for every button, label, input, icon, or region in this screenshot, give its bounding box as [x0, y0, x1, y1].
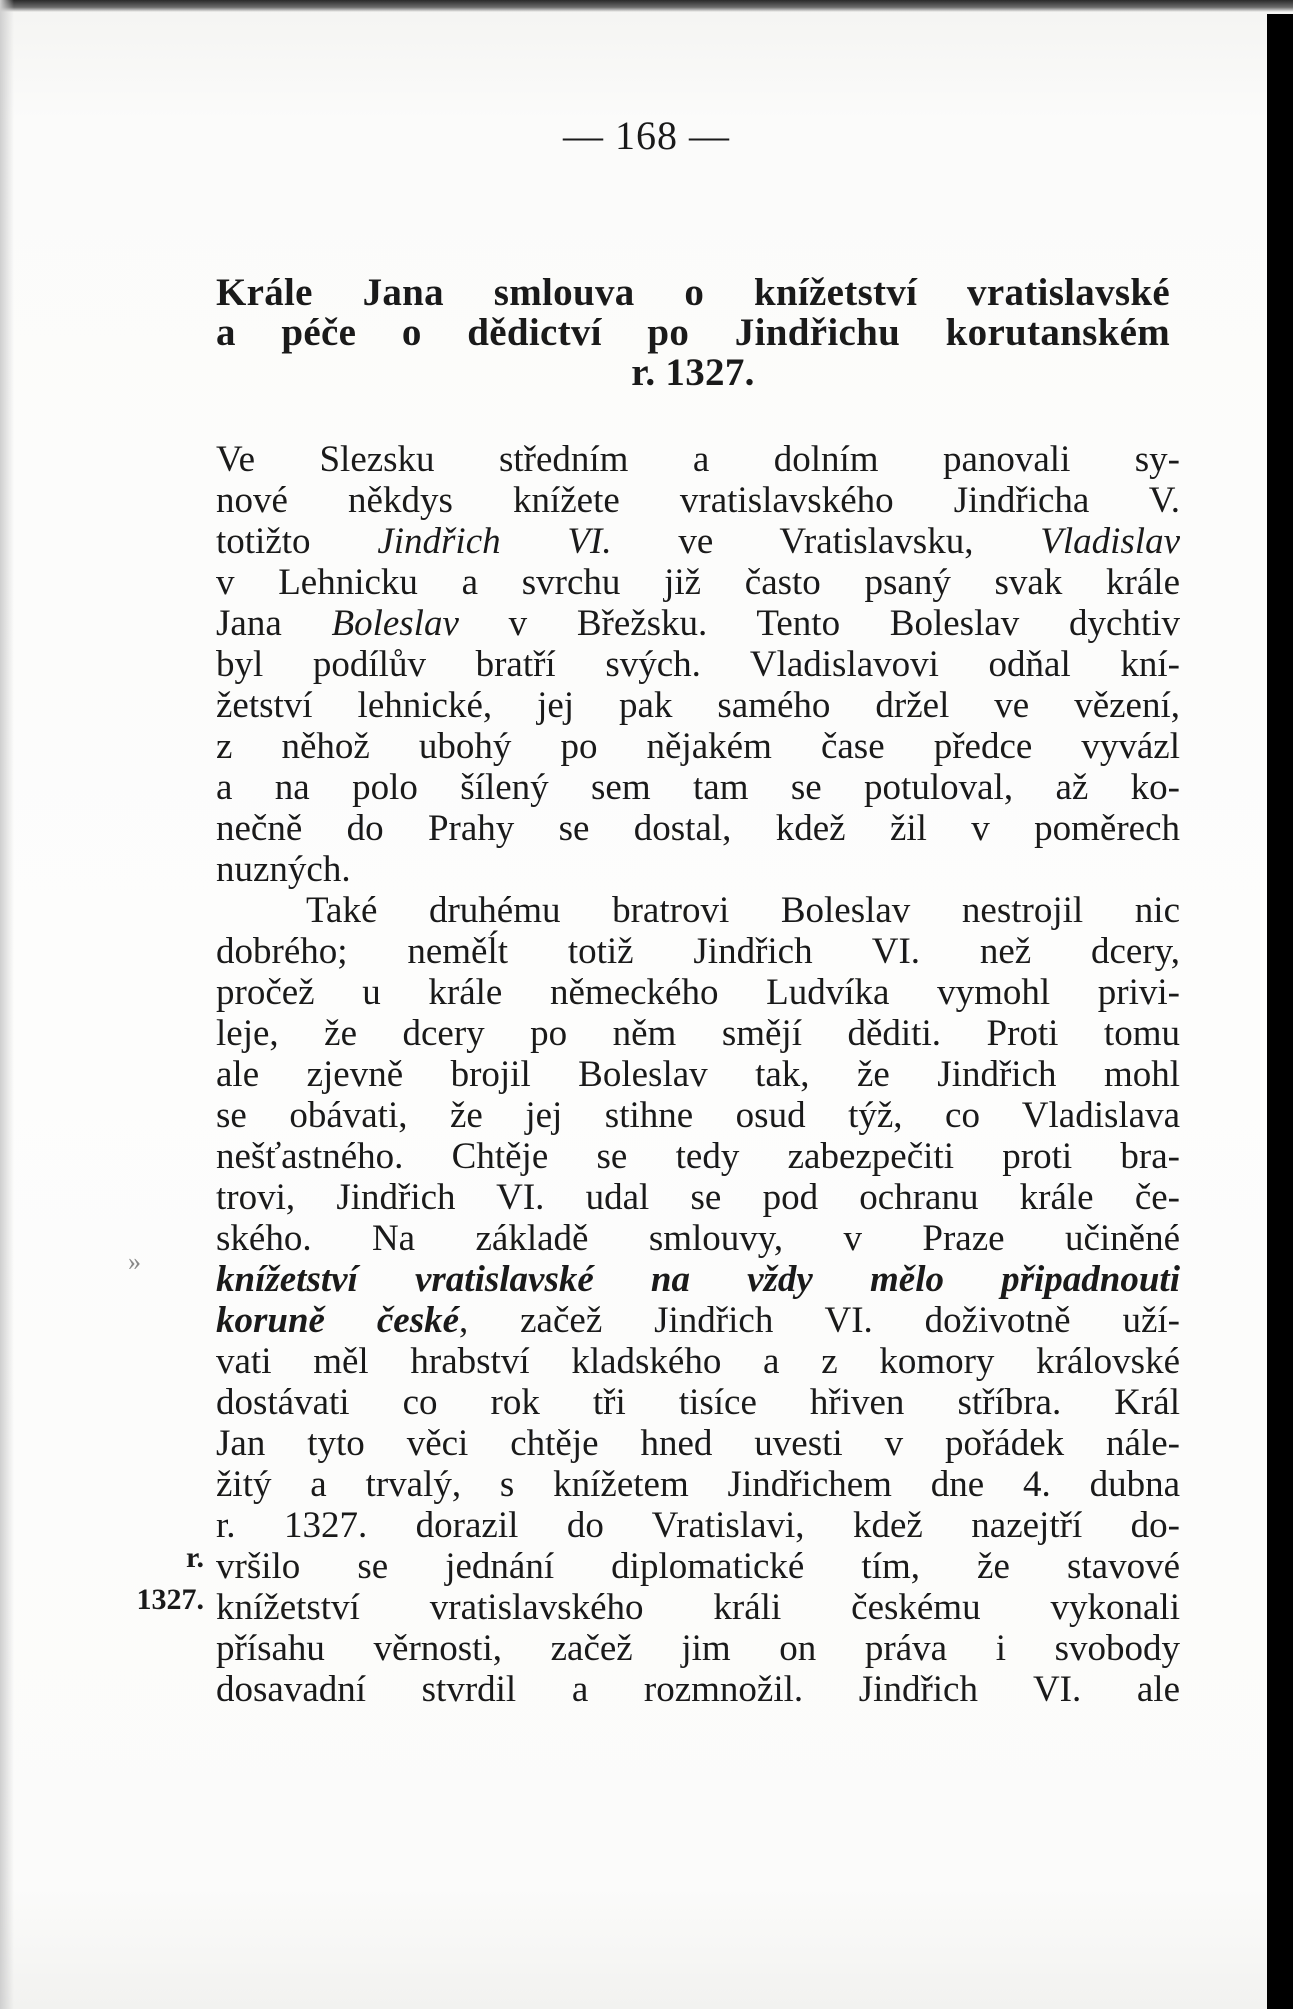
text-line: [216, 849, 1180, 890]
text-segment: vati měl hrabství kladského a z komory královské: [216, 1341, 1180, 1382]
title-line-1: Krále Jana smlouva o knížetství vratislavské: [216, 271, 1170, 314]
text-line: [216, 1423, 1180, 1464]
text-segment: dobrého; neměĺt totiž Jindřich VI. než dcery,: [216, 931, 1180, 972]
emphasized-phrase: koruně české: [216, 1300, 460, 1341]
text-line: [216, 1546, 1180, 1587]
scan-right-border: [1267, 14, 1293, 2009]
text-segment: ského. Na základě smlouvy, v Praze učiněné: [216, 1218, 1180, 1259]
body-text: [216, 439, 1180, 1710]
text-segment: leje, že dcery po něm smějí děditi. Proti tomu: [216, 1013, 1180, 1054]
emphasized-name: Jindřich VI.: [377, 521, 612, 562]
text-segment: ale zjevně brojil Boleslav tak, že Jindřich mohl: [216, 1054, 1180, 1095]
text-line: [216, 1095, 1180, 1136]
text-line: [216, 1300, 1180, 1341]
text-line: [216, 890, 1180, 931]
text-segment: žetství lehnické, jej pak samého držel ve vězení,: [216, 685, 1180, 726]
text-line: [216, 1464, 1180, 1505]
text-line: [216, 726, 1180, 767]
text-segment: přísahu věrnosti, začež jim on práva i svobody: [216, 1628, 1180, 1669]
text-line: [216, 603, 1180, 644]
text-line: [216, 1054, 1180, 1095]
text-segment: v Lehnicku a svrchu již často psaný svak krále: [216, 562, 1180, 603]
emphasized-phrase: knížetství vratislavské na vždy mělo připadnouti: [216, 1259, 1180, 1300]
scan-left-shadow: [0, 0, 14, 2009]
text-segment: z něhož ubohý po nějakém čase předce vyvázl: [216, 726, 1180, 767]
text-segment: totižto: [216, 521, 378, 562]
text-line: [216, 480, 1180, 521]
text-segment: Ve Slezsku středním a dolním panovali sy-: [216, 439, 1180, 480]
title-line-2: a péče o dědictví po Jindřichu korutanském: [216, 311, 1170, 354]
text-line: [216, 1382, 1180, 1423]
text-segment: a na polo šílený sem tam se potuloval, až ko-: [216, 767, 1180, 808]
text-segment: ve Vratislavsku,: [611, 521, 1041, 562]
text-line: [216, 808, 1180, 849]
text-line: [216, 972, 1180, 1013]
text-line: [216, 1218, 1180, 1259]
text-line: [216, 1259, 1180, 1300]
text-segment: , začež Jindřich VI. doživotně uží-: [459, 1300, 1180, 1341]
text-segment: nové někdys knížete vratislavského Jindřicha V.: [216, 480, 1180, 521]
text-line: [216, 521, 1180, 562]
text-segment: trovi, Jindřich VI. udal se pod ochranu krále če-: [216, 1177, 1180, 1218]
text-segment: dosavadní stvrdil a rozmnožil. Jindřich VI. ale: [216, 1669, 1180, 1710]
text-line: [216, 1587, 1180, 1628]
text-line: [216, 1628, 1180, 1669]
text-segment: Jan tyto věci chtěje hned uvesti v pořádek nále-: [216, 1423, 1180, 1464]
text-segment: v Břežsku. Tento Boleslav dychtiv: [458, 603, 1180, 644]
margin-note-year-label: r.: [185, 1541, 204, 1574]
text-line: [216, 767, 1180, 808]
text-segment: knížetství vratislavského králi českému vykonali: [216, 1587, 1180, 1628]
text-segment: Jana: [216, 603, 332, 644]
page-number: — 168 —: [563, 113, 730, 158]
text-segment: žitý a trvalý, s knížetem Jindřichem dne 4. dubna: [216, 1464, 1180, 1505]
text-line: [216, 1341, 1180, 1382]
text-line: [216, 1013, 1180, 1054]
text-line: [216, 685, 1180, 726]
text-line: [216, 1669, 1180, 1710]
text-segment: Také druhému bratrovi Boleslav nestrojil nic: [306, 890, 1180, 931]
text-segment: r. 1327. dorazil do Vratislavi, kdež nazejtří do-: [216, 1505, 1180, 1546]
text-line: [216, 644, 1180, 685]
text-line: [216, 1177, 1180, 1218]
text-segment: nešťastného. Chtěje se tedy zabezpečiti proti bra-: [216, 1136, 1180, 1177]
text-segment: nečně do Prahy se dostal, kdež žil v poměrech: [216, 808, 1180, 849]
text-line: [216, 1136, 1180, 1177]
text-segment: byl podílův bratří svých. Vladislavovi odňal kní-: [216, 644, 1180, 685]
chapter-title: [216, 273, 1170, 393]
scan-top-shadow: [0, 0, 1293, 12]
title-line-3: r. 1327.: [631, 351, 755, 394]
text-segment: nuzných.: [216, 849, 351, 890]
text-line: [216, 562, 1180, 603]
text-line: [216, 931, 1180, 972]
emphasized-name: Boleslav: [331, 603, 459, 644]
text-segment: pročež u krále německého Ludvíka vymohl privi-: [216, 972, 1180, 1013]
emphasized-name: Vladislav: [1040, 521, 1180, 562]
text-line: [216, 1505, 1180, 1546]
scan-speck-mark: »: [128, 1247, 141, 1276]
text-line: [216, 439, 1180, 480]
text-segment: se obávati, že jej stihne osud týž, co Vladislava: [216, 1095, 1180, 1136]
text-segment: vršilo se jednání diplomatické tím, že stavové: [216, 1546, 1180, 1587]
text-segment: dostávati co rok tři tisíce hřiven stříbra. Král: [216, 1382, 1180, 1423]
margin-note-year: 1327.: [136, 1583, 204, 1616]
